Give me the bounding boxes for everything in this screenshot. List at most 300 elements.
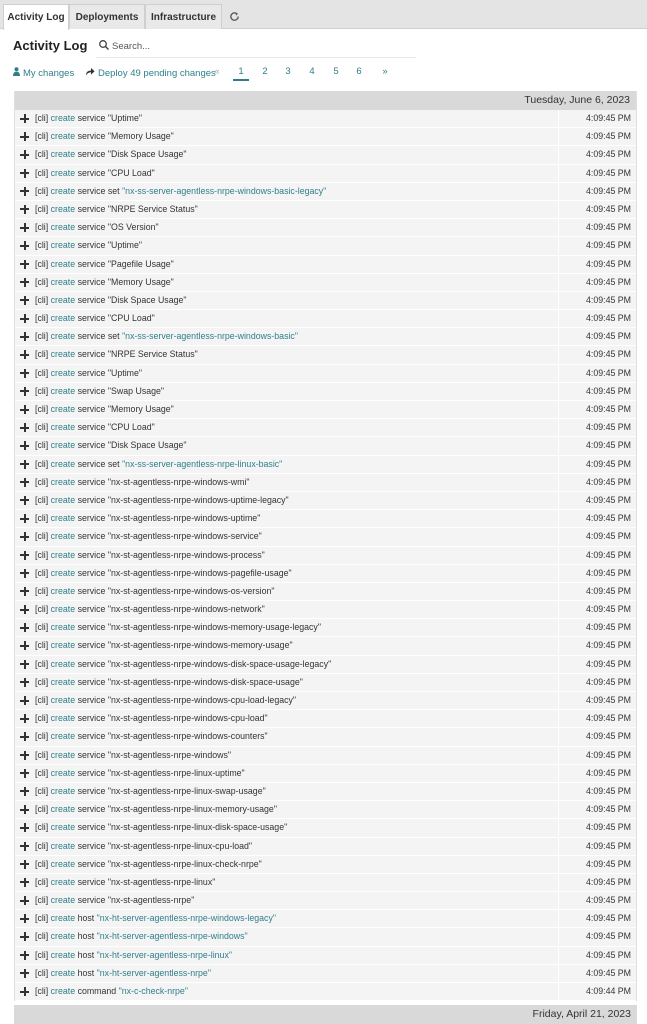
log-entry-time: 4:09:45 PM (558, 256, 636, 273)
log-entry-row[interactable] (15, 874, 636, 892)
log-entry-object-link[interactable]: "nx-ht-server-agentless-nrpe-windows-legacy" (96, 913, 276, 924)
log-entry-row[interactable] (15, 819, 636, 837)
plus-icon[interactable] (20, 969, 29, 978)
log-entry-object-name: "nx-st-agentless-nrpe-linux-check-nrpe" (107, 858, 262, 869)
plus-icon[interactable] (20, 769, 29, 778)
my-changes-link[interactable] (13, 67, 74, 79)
log-entry-message (35, 419, 155, 436)
log-entry-time: 4:09:45 PM (558, 710, 636, 727)
log-entry-object-link[interactable]: "nx-ss-server-agentless-nrpe-windows-basic-legacy" (122, 185, 327, 196)
plus-icon[interactable] (20, 551, 29, 560)
log-entry-object-name: "nx-st-agentless-nrpe-linux-disk-space-usage" (107, 822, 288, 833)
log-entry-action: create (50, 203, 76, 214)
log-entry-message (35, 674, 303, 691)
plus-icon[interactable] (20, 587, 29, 596)
plus-icon[interactable] (20, 605, 29, 614)
plus-icon[interactable] (20, 896, 29, 905)
log-entry-object-type: service (77, 695, 106, 705)
log-entry-action: create (50, 131, 76, 142)
log-entry-row[interactable] (15, 419, 636, 437)
log-entry-object-type: service (77, 658, 106, 669)
log-entry-time: 4:09:45 PM (558, 110, 636, 127)
log-entry-object-name: "Memory Usage" (107, 131, 174, 142)
log-entry-message (35, 619, 321, 636)
log-entry-object-name: "nx-st-agentless-nrpe-windows-service" (107, 531, 262, 542)
log-entry-object-type: service (77, 258, 106, 269)
log-entry-object-name: "nx-st-agentless-nrpe-windows-process" (107, 549, 265, 560)
plus-icon[interactable] (20, 951, 29, 960)
log-entry-object-type: service (77, 622, 106, 633)
log-entry-row[interactable] (15, 183, 636, 201)
log-entry-action: create (50, 458, 76, 469)
plus-icon[interactable] (20, 387, 29, 396)
log-entry-row[interactable] (15, 838, 636, 856)
log-entry-time: 4:09:45 PM (558, 619, 636, 636)
plus-icon[interactable] (20, 987, 29, 996)
plus-icon[interactable] (20, 787, 29, 796)
plus-icon[interactable] (20, 623, 29, 632)
log-entry-message (35, 801, 277, 818)
log-entry-action: create (50, 876, 76, 887)
user-icon (13, 67, 20, 79)
log-entry-time: 4:09:45 PM (558, 383, 636, 400)
plus-icon[interactable] (20, 278, 29, 287)
log-entry-row[interactable] (15, 528, 636, 546)
log-entry-time: 4:09:45 PM (558, 783, 636, 800)
log-entry-row[interactable] (15, 856, 636, 874)
log-entry-message (35, 692, 296, 709)
log-entry-row[interactable] (15, 547, 636, 565)
plus-icon[interactable] (20, 423, 29, 432)
log-entry-time: 4:09:45 PM (558, 601, 636, 618)
log-entry-object-name: "nx-st-agentless-nrpe-windows-memory-usage-legacy" (107, 622, 321, 633)
log-entry-object-name: "nx-st-agentless-nrpe-windows-pagefile-usage" (107, 567, 292, 578)
plus-icon[interactable] (20, 460, 29, 469)
log-entry-message (35, 856, 262, 873)
plus-icon[interactable] (20, 641, 29, 650)
log-entry-message (35, 765, 245, 782)
log-entry-message (35, 365, 142, 382)
log-entry-source: [cli] (35, 822, 49, 833)
log-entry-row[interactable] (15, 510, 636, 528)
page-prev[interactable]: « (214, 66, 220, 77)
log-entry-row[interactable] (15, 965, 636, 983)
log-entry-source: [cli] (35, 458, 49, 469)
log-entry-object-type: host (77, 931, 95, 942)
log-entry-object-type: service (77, 422, 106, 433)
log-entry-row[interactable] (15, 656, 636, 674)
log-entry-source: [cli] (35, 113, 49, 123)
plus-icon[interactable] (20, 660, 29, 669)
log-rows (15, 110, 636, 1001)
log-entry-message (35, 256, 174, 273)
log-entry-object-type: service (77, 240, 106, 251)
log-entry-object-type: service (77, 567, 106, 578)
log-entry-row[interactable] (15, 401, 636, 419)
log-entry-object-link[interactable]: "nx-c-check-nrpe" (118, 986, 188, 996)
plus-icon[interactable] (20, 532, 29, 541)
log-entry-object-link[interactable]: "nx-ht-server-agentless-nrpe-linux" (96, 949, 232, 960)
log-entry-action: create (50, 240, 76, 251)
log-entry-object-type: service (77, 549, 106, 560)
log-entry-object-name: "Pagefile Usage" (107, 258, 174, 269)
log-entry-source: [cli] (35, 404, 49, 414)
log-entry-time: 4:09:45 PM (558, 419, 636, 436)
log-entry-object-link[interactable]: "nx-ss-server-agentless-nrpe-windows-basic" (122, 331, 298, 342)
log-entry-time: 4:09:45 PM (558, 547, 636, 564)
plus-icon[interactable] (20, 842, 29, 851)
log-entry-object-name: "NRPE Service Status" (107, 349, 198, 360)
plus-icon[interactable] (20, 296, 29, 305)
plus-icon[interactable] (20, 878, 29, 887)
log-entry-object-type: service (77, 840, 106, 851)
log-entry-action: create (50, 422, 76, 433)
log-entry-row[interactable] (15, 674, 636, 692)
search-icon (98, 39, 110, 51)
log-entry-action: create (50, 567, 76, 578)
log-entry-time: 4:09:45 PM (558, 728, 636, 745)
log-entry-action: create (50, 913, 76, 924)
log-entry-action: create (50, 513, 76, 524)
log-entry-action: create (50, 986, 76, 996)
share-arrow-icon (85, 67, 95, 79)
log-entry-row[interactable] (15, 583, 636, 601)
plus-icon[interactable] (20, 478, 29, 487)
log-entry-row[interactable] (15, 801, 636, 819)
log-entry-time: 4:09:45 PM (558, 910, 636, 927)
page-4[interactable]: 4 (309, 66, 315, 77)
log-entry-object-type: host (77, 913, 95, 924)
log-entry-message (35, 983, 188, 1000)
page-5[interactable]: 5 (333, 66, 339, 77)
plus-icon[interactable] (20, 860, 29, 869)
log-entry-action: create (50, 367, 76, 378)
log-entry-action: create (50, 167, 76, 178)
plus-icon[interactable] (20, 805, 29, 814)
plus-icon[interactable] (20, 260, 29, 269)
log-entry-source: [cli] (35, 294, 49, 305)
plus-icon[interactable] (20, 751, 29, 760)
log-entry-action: create (50, 494, 76, 505)
log-entry-action: create (50, 767, 76, 778)
log-entry-source: [cli] (35, 313, 49, 324)
log-entry-time: 4:09:45 PM (558, 528, 636, 545)
search-input[interactable] (112, 37, 412, 55)
log-entry-source: [cli] (35, 913, 49, 924)
log-entry-source: [cli] (35, 749, 49, 760)
plus-icon[interactable] (20, 223, 29, 232)
log-entry-object-name: "nx-st-agentless-nrpe-windows" (107, 749, 231, 760)
plus-icon[interactable] (20, 332, 29, 341)
plus-icon[interactable] (20, 441, 29, 450)
log-entry-message (35, 110, 142, 127)
plus-icon[interactable] (20, 932, 29, 941)
log-entry-source: [cli] (35, 549, 49, 560)
log-entry-row[interactable] (15, 747, 636, 765)
log-entry-row[interactable] (15, 328, 636, 346)
log-entry-action: create (50, 385, 76, 396)
page-next[interactable]: » (382, 66, 388, 77)
log-entry-message (35, 201, 198, 218)
log-entry-row[interactable] (15, 274, 636, 292)
plus-icon[interactable] (20, 496, 29, 505)
log-entry-action: create (50, 967, 76, 978)
log-entry-row[interactable] (15, 310, 636, 328)
log-entry-action: create (50, 731, 76, 742)
log-entry-source: [cli] (35, 731, 49, 742)
log-entry-time: 4:09:45 PM (558, 856, 636, 873)
log-entry-row[interactable] (15, 619, 636, 637)
log-entry-time: 4:09:45 PM (558, 565, 636, 582)
plus-icon[interactable] (20, 187, 29, 196)
log-entry-time: 4:09:45 PM (558, 928, 636, 945)
log-entry-source: [cli] (35, 858, 49, 869)
log-entry-source: [cli] (35, 840, 49, 851)
log-entry-object-name: "nx-st-agentless-nrpe-linux" (107, 876, 216, 887)
log-entry-source: [cli] (35, 276, 49, 287)
log-entry-object-type: service (77, 858, 106, 869)
log-entry-time: 4:09:45 PM (558, 819, 636, 836)
plus-icon[interactable] (20, 114, 29, 123)
log-entry-object-type: service (77, 294, 106, 305)
log-entry-action: create (50, 276, 76, 287)
plus-icon[interactable] (20, 569, 29, 578)
log-entry-source: [cli] (35, 804, 49, 815)
log-entry-row[interactable] (15, 983, 636, 1001)
log-entry-object-name: "nx-st-agentless-nrpe-windows-cpu-load" (107, 713, 268, 724)
refresh-icon[interactable] (225, 4, 243, 29)
plus-icon[interactable] (20, 369, 29, 378)
log-entry-action: create (50, 785, 76, 796)
log-entry-row[interactable] (15, 710, 636, 728)
log-entry-message (35, 928, 248, 945)
log-entry-row[interactable] (15, 492, 636, 510)
log-entry-row[interactable] (15, 947, 636, 965)
tab-deployments[interactable]: Deployments (69, 4, 145, 29)
plus-icon[interactable] (20, 405, 29, 414)
log-entry-row[interactable] (15, 219, 636, 237)
log-entry-source: [cli] (35, 785, 49, 796)
log-entry-message (35, 383, 164, 400)
plus-icon[interactable] (20, 132, 29, 141)
plus-icon[interactable] (20, 514, 29, 523)
log-entry-message (35, 346, 198, 363)
log-entry-time: 4:09:45 PM (558, 237, 636, 254)
log-entry-message (35, 401, 174, 418)
log-entry-row[interactable] (15, 165, 636, 183)
log-entry-source: [cli] (35, 713, 49, 724)
log-entry-object-name: "Uptime" (107, 367, 143, 378)
log-entry-source: [cli] (35, 695, 49, 705)
page-2[interactable]: 2 (262, 66, 268, 77)
log-entry-object-type: service (77, 149, 106, 160)
log-entry-row[interactable] (15, 237, 636, 255)
log-entry-time: 4:09:45 PM (558, 801, 636, 818)
log-entry-time: 4:09:45 PM (558, 637, 636, 654)
log-entry-row[interactable] (15, 601, 636, 619)
log-entry-row[interactable] (15, 456, 636, 474)
log-entry-object-name: "nx-st-agentless-nrpe-linux-cpu-load" (107, 840, 253, 851)
tab-infrastructure[interactable]: Infrastructure (145, 4, 222, 29)
log-entry-message (35, 965, 211, 982)
log-entry-row[interactable] (15, 365, 636, 383)
log-entry-row[interactable] (15, 256, 636, 274)
log-entry-message (35, 601, 265, 618)
log-entry-object-type: service (77, 731, 106, 742)
log-entry-row[interactable] (15, 928, 636, 946)
log-entry-row[interactable] (15, 201, 636, 219)
log-entry-object-link[interactable]: "nx-ht-server-agentless-nrpe" (96, 967, 211, 978)
log-entry-object-type: service (77, 895, 106, 906)
log-entry-row[interactable] (15, 292, 636, 310)
log-entry-row[interactable] (15, 128, 636, 146)
plus-icon[interactable] (20, 714, 29, 723)
page-header (0, 29, 647, 61)
log-entry-action: create (50, 222, 76, 233)
log-entry-object-type: service (77, 767, 106, 778)
log-entry-object-name: "Memory Usage" (107, 276, 174, 287)
log-entry-object-type: service set (77, 331, 120, 342)
log-entry-action: create (50, 622, 76, 633)
log-entry-time: 4:09:45 PM (558, 201, 636, 218)
log-entry-object-type: service (77, 494, 106, 505)
log-entry-row[interactable] (15, 692, 636, 710)
log-entry-time: 4:09:45 PM (558, 346, 636, 363)
log-entry-object-type: service (77, 367, 106, 378)
log-entry-time: 4:09:45 PM (558, 838, 636, 855)
log-entry-object-name: "Uptime" (107, 240, 143, 251)
log-entry-time: 4:09:45 PM (558, 365, 636, 382)
log-entry-message (35, 528, 262, 545)
plus-icon[interactable] (20, 732, 29, 741)
activity-log-table (14, 91, 637, 1001)
page-6[interactable]: 6 (356, 66, 362, 77)
log-entry-object-name: "nx-st-agentless-nrpe-linux-uptime" (107, 767, 245, 778)
log-entry-message (35, 583, 275, 600)
log-entry-time: 4:09:45 PM (558, 510, 636, 527)
log-entry-object-type: service (77, 822, 106, 833)
page-1[interactable]: 1 (233, 66, 249, 81)
log-entry-object-name: "nx-st-agentless-nrpe-windows-network" (107, 604, 265, 615)
deploy-link[interactable] (85, 67, 216, 79)
log-entry-object-name: "nx-st-agentless-nrpe-windows-os-version" (107, 585, 275, 596)
log-entry-row[interactable] (15, 910, 636, 928)
log-entry-action: create (50, 604, 76, 615)
log-entry-message (35, 728, 268, 745)
tab-activity-log[interactable]: Activity Log (3, 4, 69, 30)
log-entry-row[interactable] (15, 728, 636, 746)
log-entry-row[interactable] (15, 146, 636, 164)
log-entry-source: [cli] (35, 895, 49, 906)
log-entry-action: create (50, 349, 76, 360)
date-group-header: Tuesday, June 6, 2023 (15, 91, 636, 110)
log-entry-action: create (50, 895, 76, 906)
log-entry-message (35, 328, 298, 345)
plus-icon[interactable] (20, 169, 29, 178)
log-entry-row[interactable] (15, 765, 636, 783)
page-title: Activity Log (13, 38, 88, 53)
log-entry-object-type: service (77, 131, 106, 142)
log-entry-object-type: service (77, 349, 106, 360)
log-entry-time: 4:09:45 PM (558, 456, 636, 473)
plus-icon[interactable] (20, 350, 29, 359)
log-entry-object-link[interactable]: "nx-ss-server-agentless-nrpe-linux-basic" (122, 458, 283, 469)
log-entry-source: [cli] (35, 185, 49, 196)
log-entry-row[interactable] (15, 783, 636, 801)
log-entry-action: create (50, 676, 76, 687)
plus-icon[interactable] (20, 914, 29, 923)
log-entry-object-name: "nx-st-agentless-nrpe-windows-disk-space-usage-legacy" (107, 658, 332, 669)
log-entry-time: 4:09:45 PM (558, 965, 636, 982)
plus-icon[interactable] (20, 205, 29, 214)
log-entry-row[interactable] (15, 892, 636, 910)
log-entry-row[interactable] (15, 437, 636, 455)
log-entry-source: [cli] (35, 986, 49, 996)
log-entry-action: create (50, 822, 76, 833)
plus-icon[interactable] (20, 150, 29, 159)
log-entry-object-name: "nx-st-agentless-nrpe-windows-disk-space-usage" (107, 676, 303, 687)
log-entry-object-type: service (77, 713, 106, 724)
plus-icon[interactable] (20, 241, 29, 250)
log-entry-source: [cli] (35, 931, 49, 942)
log-entry-message (35, 437, 187, 454)
log-entry-object-name: "nx-st-agentless-nrpe-linux-memory-usage" (107, 804, 277, 815)
log-entry-object-type: service (77, 513, 106, 524)
log-entry-source: [cli] (35, 640, 49, 651)
log-entry-action: create (50, 531, 76, 542)
log-entry-row[interactable] (15, 474, 636, 492)
log-entry-source: [cli] (35, 385, 49, 396)
log-entry-row[interactable] (15, 346, 636, 364)
log-entry-source: [cli] (35, 476, 49, 487)
log-entry-message (35, 274, 174, 291)
plus-icon[interactable] (20, 823, 29, 832)
log-entry-time: 4:09:45 PM (558, 692, 636, 709)
log-entry-time: 4:09:45 PM (558, 892, 636, 909)
log-entry-action: create (50, 313, 76, 324)
log-entry-message (35, 892, 194, 909)
log-entry-source: [cli] (35, 604, 49, 615)
page-3[interactable]: 3 (285, 66, 291, 77)
log-entry-message (35, 474, 250, 491)
log-entry-time: 4:09:45 PM (558, 128, 636, 145)
log-entry-source: [cli] (35, 149, 49, 160)
log-entry-message (35, 547, 265, 564)
log-entry-row[interactable] (15, 637, 636, 655)
log-entry-source: [cli] (35, 440, 49, 451)
log-entry-object-name: "Uptime" (107, 113, 143, 123)
log-entry-row[interactable] (15, 565, 636, 583)
log-entry-object-name: "Memory Usage" (107, 404, 174, 414)
log-entry-action: create (50, 404, 76, 414)
plus-icon[interactable] (20, 314, 29, 323)
log-entry-time: 4:09:45 PM (558, 437, 636, 454)
log-entry-message (35, 874, 215, 891)
log-entry-source: [cli] (35, 331, 49, 342)
plus-icon[interactable] (20, 678, 29, 687)
log-entry-time: 4:09:45 PM (558, 328, 636, 345)
log-entry-time: 4:09:44 PM (558, 983, 636, 1000)
log-entry-row[interactable] (15, 383, 636, 401)
log-entry-object-type: host (77, 967, 95, 978)
log-entry-object-link[interactable]: "nx-ht-server-agentless-nrpe-windows" (96, 931, 248, 942)
log-entry-object-type: service (77, 640, 106, 651)
log-entry-action: create (50, 185, 76, 196)
plus-icon[interactable] (20, 696, 29, 705)
log-entry-action: create (50, 149, 76, 160)
log-entry-action: create (50, 585, 76, 596)
log-entry-row[interactable] (15, 110, 636, 128)
